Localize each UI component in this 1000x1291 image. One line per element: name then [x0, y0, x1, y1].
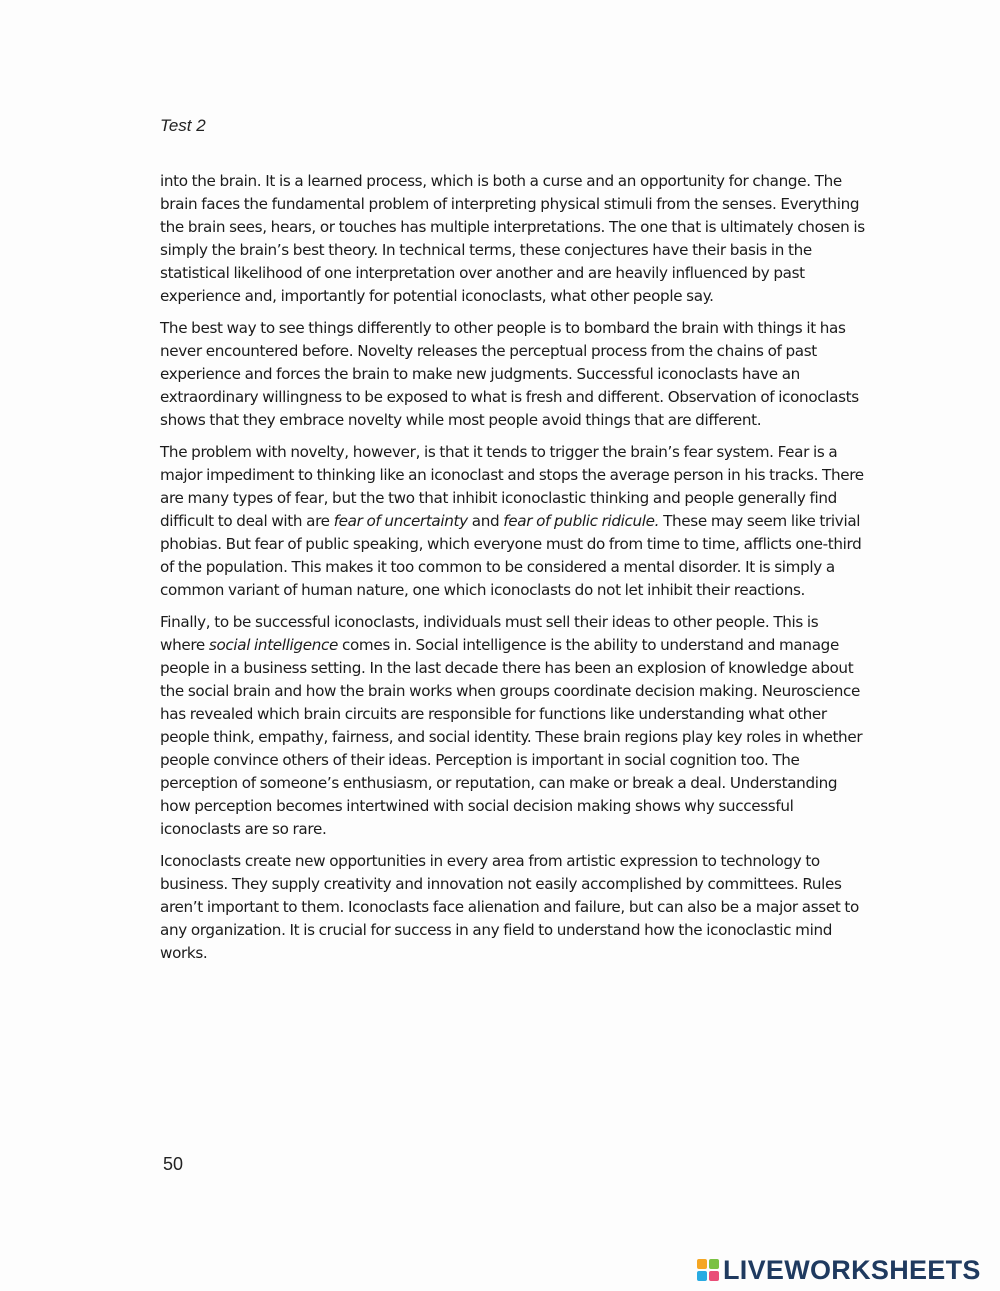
logo-square-2	[709, 1259, 719, 1269]
paragraph-1	[160, 170, 865, 308]
running-head: Test 2	[160, 116, 206, 135]
paragraph-1-text: into the brain. It is a learned process, which is both a curse and an opportunity for change. The brain faces the fundamental problem of interpreting physical stimuli from the senses. Everything the brain sees, hears, or touches has multiple interpretations. The one that is ultimately chosen is simply the brain’s best theory. In technical terms, these conjectures have their basis in the statistical likelihood of one interpretation over another and are heavily influenced by past experience and, importantly for potential iconoclasts, what other people say.	[160, 172, 865, 305]
paragraph-4	[160, 611, 865, 841]
logo-square-4	[709, 1271, 719, 1281]
paragraph-3-text-c: These may seem like trivial phobias. But fear of public speaking, which everyone must do from time to time, afflicts one-third of the population. This makes it too common to be considered a mental disorder. It is simply a common variant of human nature, one which iconoclasts do not let inhibit their reactions.	[160, 512, 862, 599]
article-body	[160, 170, 865, 974]
paragraph-2-text: The best way to see things differently to other people is to bombard the brain with things it has never encountered before. Novelty releases the perceptual process from the chains of past experience and forces the brain to make new judgments. Successful iconoclasts have an extraordinary willingness to be exposed to what is fresh and different. Observation of iconoclasts shows that they embrace novelty while most people avoid things that are different.	[160, 319, 859, 429]
paragraph-5	[160, 850, 865, 965]
liveworksheets-watermark	[697, 1255, 981, 1285]
paragraph-3	[160, 441, 865, 602]
paragraph-4-emphasis-social-intelligence: social intelligence	[208, 636, 338, 654]
paragraph-3-text-a: The problem with novelty, however, is that it tends to trigger the brain’s fear system. Fear is a major impediment to thinking like an iconoclast and stops the average person in his tracks. There are many types of fear, but the two that inhibit iconoclastic thinking and people generally find difficult to deal with are	[160, 443, 864, 530]
liveworksheets-logo-icon	[697, 1259, 719, 1281]
paragraph-3-text-b: and	[467, 512, 504, 530]
paragraph-3-emphasis-ridicule: fear of public ridicule.	[503, 512, 660, 530]
paragraph-4-text-a: Finally, to be successful iconoclasts, individuals must sell their ideas to other people. This is where	[160, 613, 819, 654]
logo-square-1	[697, 1259, 707, 1269]
paragraph-4-text-b: comes in. Social intelligence is the ability to understand and manage people in a business setting. In the last decade there has been an explosion of knowledge about the social brain and how the brain works when groups coordinate decision making. Neuroscience has revealed which brain circuits are responsible for functions like understanding what other people think, empathy, fairness, and social identity. These brain regions play key roles in whether people convince others of their ideas. Perception is important in social cognition too. The perception of someone’s enthusiasm, or reputation, can make or break a deal. Understanding how perception becomes intertwined with social decision making shows why successful iconoclasts are so rare.	[160, 636, 863, 838]
paragraph-2	[160, 317, 865, 432]
watermark-text: LIVEWORKSHEETS	[723, 1254, 981, 1285]
page-number: 50	[163, 1154, 184, 1174]
paragraph-5-text: Iconoclasts create new opportunities in every area from artistic expression to technology to business. They supply creativity and innovation not easily accomplished by committees. Rules aren’t important to them. Iconoclasts face alienation and failure, but can also be a major asset to any organization. It is crucial for success in any field to understand how the iconoclastic mind works.	[160, 852, 859, 962]
logo-square-3	[697, 1271, 707, 1281]
paragraph-3-emphasis-uncertainty: fear of uncertainty	[333, 512, 468, 530]
